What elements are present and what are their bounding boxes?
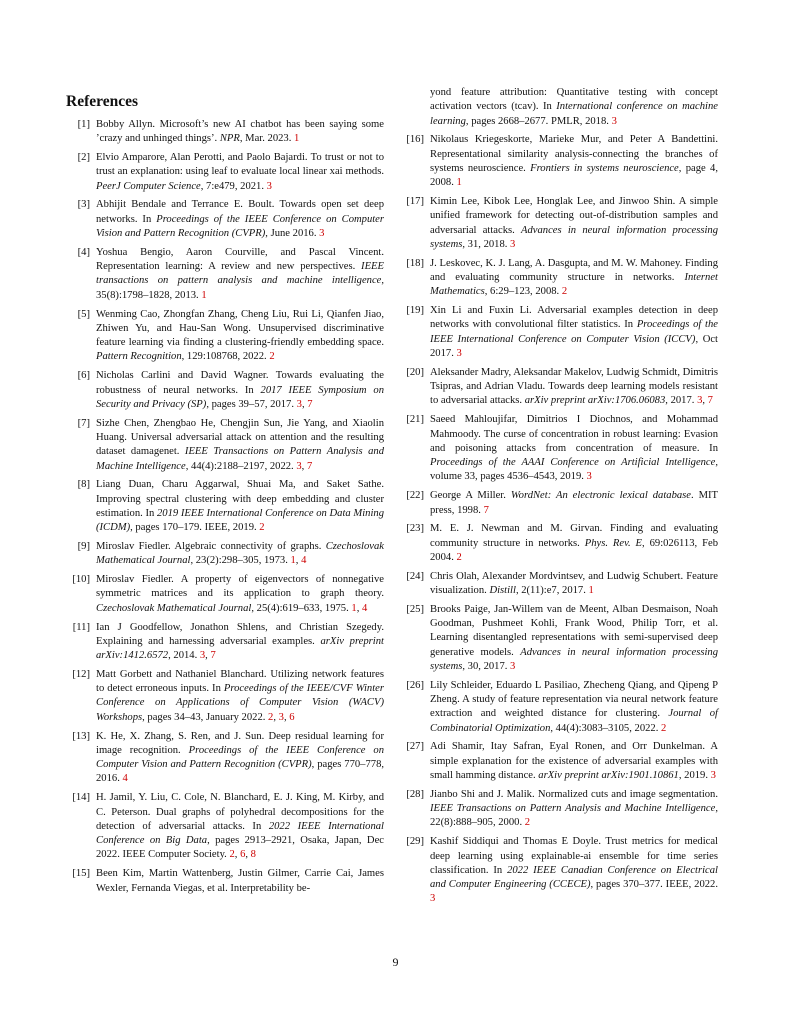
references-column-right [400,86,718,911]
reference-number: [9] [77,541,90,553]
reference-entry [66,198,384,241]
reference-number: [25] [406,603,424,615]
reference-entry [66,668,384,725]
reference-number: [28] [406,788,424,800]
reference-entry [400,133,718,190]
reference-text: J. Leskovec, K. J. Lang, A. Dasgupta, and M. W. Mahoney. Finding and evaluating community structure in networks. Internet Mathematics, 6:29–123, 2008. 2 [430,257,718,298]
reference-entry [66,308,384,365]
reference-text: Adi Shamir, Itay Safran, Eyal Ronen, and Orr Dunkelman. A simple explanation for the existence of adversarial examples with small hamming distance. arXiv preprint arXiv:1901.10861, 2019. 3 [430,741,718,782]
references-heading: References [66,93,139,110]
page-number: 9 [392,955,399,969]
reference-text: Sizhe Chen, Zhengbao He, Chengjin Sun, Jie Yang, and Xiaolin Huang. Universal adversarial attack on attention and the resulting dataset damagenet. IEEE Transactions on Pattern Analysis and Machine Intelligence, 44(4):2188–2197, 2022. 3, 7 [96,417,384,472]
reference-number: [12] [72,668,90,680]
reference-text: Matt Gorbett and Nathaniel Blanchard. Utilizing network features to detect erroneous inputs. In Proceedings of the IEEE/CVF Winter Conference on Applications of Computer Vision (WACV) Workshops, pages 34–43, January 2022. 2, 3, 6 [96,668,384,723]
reference-text: Yoshua Bengio, Aaron Courville, and Pascal Vincent. Representation learning: A review and new perspectives. IEEE transactions on pattern analysis and machine intelligence, 35(8):1798–1828, 2013. 1 [96,246,384,301]
reference-entry [66,151,384,194]
reference-entry [400,257,718,300]
reference-text: Been Kim, Martin Wattenberg, Justin Gilmer, Carrie Cai, James Wexler, Fernanda Viegas, et al. Interpretability be- [96,868,384,894]
reference-text: Miroslav Fiedler. Algebraic connectivity of graphs. Czechoslovak Mathematical Journal, 23(2):298–305, 1973. 1, 4 [96,541,384,567]
reference-text: Miroslav Fiedler. A property of eigenvectors of nonnegative symmetric matrices and its application to graph theory. Czechoslovak Mathematical Journal, 25(4):619–633, 1975. 1, 4 [96,574,384,614]
reference-number: [16] [406,134,424,146]
reference-text: K. He, X. Zhang, S. Ren, and J. Sun. Deep residual learning for image recognition. Proceedings of the IEEE Conference on Computer Vision and Pattern Recognition (CVPR), pages 770–778, 2016. 4 [96,730,385,785]
reference-entry [400,304,718,361]
reference-number: [17] [406,196,424,208]
reference-text: Ian J Goodfellow, Jonathon Shlens, and Christian Szegedy. Explaining and harnessing adversarial examples. arXiv preprint arXiv:1412.6572, 2014. 3, 7 [96,621,384,662]
reference-number: [14] [72,792,90,804]
reference-text: H. Jamil, Y. Liu, C. Cole, N. Blanchard, E. J. King, M. Kirby, and C. Peterson. Dual graphs of polyhedral decompositions for the detection of adversarial attacks. In 2022 IEEE International Conference on Big Data, pages 2913–2921, Osaka, Japan, Dec 2022. IEEE Computer Society. 2, 6, 8 [96,792,384,861]
reference-text: Aleksander Madry, Aleksandar Makelov, Ludwig Schmidt, Dimitris Tsipras, and Adrian Vladu. Towards deep learning models resistant to adversarial attacks. arXiv preprint arXiv:1706.06083, 2017. 3, 7 [430,366,718,407]
reference-number: [18] [406,257,424,269]
reference-number: [29] [406,836,424,848]
reference-entry [400,489,718,518]
reference-text: Kimin Lee, Kibok Lee, Honglak Lee, and Jinwoo Shin. A simple unified framework for detecting out-of-distribution samples and adversarial attacks. Advances in neural information processing systems, 31, 2018. 3 [430,196,719,250]
reference-entry [66,867,384,896]
reference-entry [400,522,718,565]
reference-text: Abhijit Bendale and Terrance E. Boult. Towards open set deep networks. In Proceedings of the IEEE Conference on Computer Vision and Pattern Recognition (CVPR), June 2016. 3 [96,199,385,240]
reference-number: [1] [77,119,90,130]
reference-text: Bobby Allyn. Microsoft’s new AI chatbot has been saying some ’crazy and unhinged things’. NPR, Mar. 2023. 1 [96,119,384,145]
reference-text: Saeed Mahloujifar, Dimitrios I Diochnos, and Mohammad Mahmoody. The curse of concentration in robust learning: Evasion and poisoning attacks from concentration of measure. In Proceedings of the AAAI Conference on Artificial Intelligence, volume 33, pages 4536–4543, 2019. 3 [430,414,718,483]
reference-number: [10] [72,574,90,586]
reference-text: Jianbo Shi and J. Malik. Normalized cuts and image segmentation. IEEE Transactions on Pattern Analysis and Machine Intelligence, 22(8):888–905, 2000. 2 [430,788,718,829]
reference-text: Brooks Paige, Jan-Willem van de Meent, Alban Desmaison, Noah Goodman, Pushmeet Kohli, Frank Wood, Philip Torr, et al. Learning disentangled representations with semi-supervised deep generative models. Advances in neural information processing systems, 30, 2017. 3 [430,603,718,672]
reference-entry [400,413,718,484]
reference-text: Chris Olah, Alexander Mordvintsev, and Ludwig Schubert. Feature visualization. Distill, 2(11):e7, 2017. 1 [430,570,718,596]
reference-number: [3] [77,199,90,211]
reference-entry [66,246,384,303]
reference-text: George A Miller. WordNet: An electronic lexical database. MIT press, 1998. 7 [430,490,718,516]
reference-number: [4] [77,246,90,258]
reference-entry [400,835,718,906]
reference-number: [22] [406,490,424,502]
reference-text: Wenming Cao, Zhongfan Zhang, Cheng Liu, Rui Li, Qianfen Jiao, Zhiwen Yu, and Hau-San Wong. Unsupervised discriminative feature learning via finding a clustering-friendly embedding space. Pattern Recognition, 129:108768, 2022. 2 [96,308,384,363]
reference-text: Kashif Siddiqui and Thomas E Doyle. Trust metrics for medical deep learning using explainable-ai ensemble for time series classification. In 2022 IEEE Canadian Conference on Electrical and Computer Engineering (CCECE), pages 370–377. IEEE, 2022. 3 [430,836,719,905]
reference-entry [66,118,384,147]
reference-number: [2] [77,152,90,164]
reference-entry [400,740,718,783]
reference-number: [15] [72,868,90,880]
reference-entry [400,679,718,736]
reference-number: [8] [77,479,90,491]
reference-entry [400,788,718,831]
reference-number: [13] [72,730,90,742]
reference-entry [66,730,384,787]
reference-number: [21] [406,414,424,426]
reference-text: Nikolaus Kriegeskorte, Marieke Mur, and Peter A Bandettini. Representational similarity analysis-connecting the branches of systems neuroscience. Frontiers in systems neuroscience, page 4, 2008. 1 [430,134,718,189]
reference-entry [66,621,384,664]
reference-entry [400,570,718,599]
reference-number: [27] [406,741,424,753]
reference-text: Xin Li and Fuxin Li. Adversarial examples detection in deep networks with convolutional filter statistics. In Proceedings of the IEEE International Conference on Computer Vision (ICCV), Oct 2017. 3 [430,305,718,360]
reference-number: [19] [406,305,424,317]
references-column-left [66,118,384,900]
reference-entry [66,417,384,474]
reference-entry [66,369,384,412]
reference-text: Elvio Amparore, Alan Perotti, and Paolo Bajardi. To trust or not to trust an explanation: using leaf to evaluate local linear xai methods. PeerJ Computer Science, 7:e479, 2021. 3 [96,152,384,192]
reference-number: [7] [77,417,90,429]
reference-text: yond feature attribution: Quantitative testing with concept activation vectors (tcav). In International conference on machine learning, pages 2668–2677. PMLR, 2018. 3 [430,87,718,127]
reference-number: [23] [406,523,424,535]
reference-text: M. E. J. Newman and M. Girvan. Finding and evaluating community structure in networks. Phys. Rev. E, 69:026113, Feb 2004. 2 [430,523,718,563]
reference-number: [5] [77,308,90,320]
reference-entry [66,573,384,616]
reference-text: Nicholas Carlini and David Wagner. Towards evaluating the robustness of neural networks. In 2017 IEEE Symposium on Security and Privacy (SP), pages 39–57, 2017. 3, 7 [96,370,384,410]
reference-entry [66,478,384,535]
reference-number: [26] [406,679,424,691]
reference-entry-continued [400,86,718,129]
reference-entry [66,540,384,569]
reference-number: [20] [406,366,424,378]
reference-text: Lily Schleider, Eduardo L Pasiliao, Zhecheng Qiang, and Qipeng P Zheng. A study of feature representation via neural network feature extraction and weighted distance for clustering. Journal of Combinatorial Optimization, 44(4):3083–3105, 2022. 2 [430,679,718,734]
reference-number: [24] [406,570,424,582]
reference-entry [400,603,718,674]
reference-entry [66,791,384,862]
reference-entry [400,366,718,409]
reference-entry [400,195,718,252]
reference-number: [11] [72,621,90,633]
reference-number: [6] [77,370,90,382]
reference-text: Liang Duan, Charu Aggarwal, Shuai Ma, and Saket Sathe. Improving spectral clustering with deep embedding and cluster estimation. In 2019 IEEE International Conference on Data Mining (ICDM), pages 170–179. IEEE, 2019. 2 [96,479,385,534]
